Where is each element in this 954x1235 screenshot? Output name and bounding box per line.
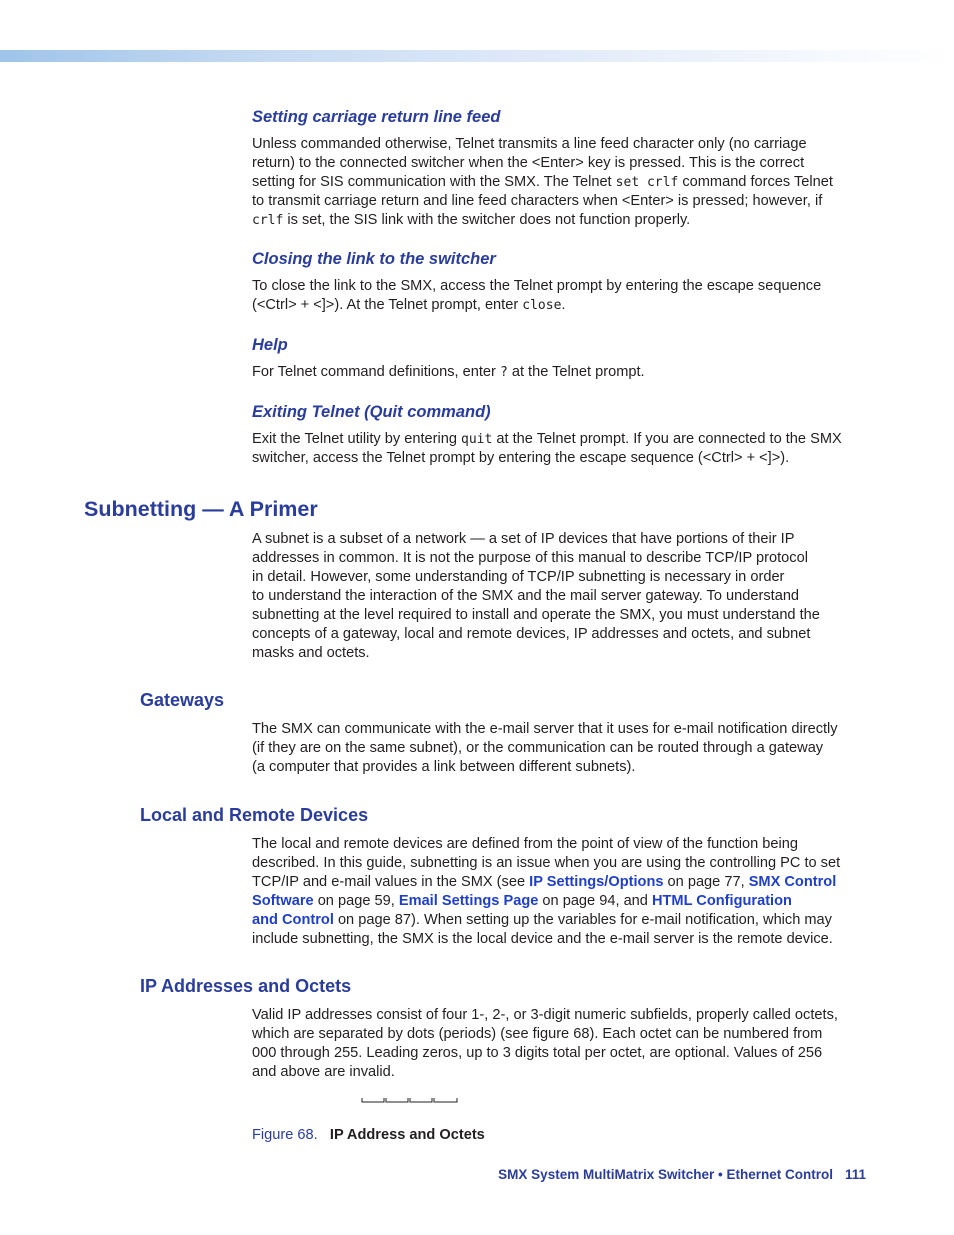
heading-exiting-telnet: Exiting Telnet (Quit command) (252, 403, 491, 421)
text-line: crlf is set, the SIS link with the switcher does not function properly. (252, 212, 691, 228)
link-smx-control-software[interactable]: SMX Control (748, 874, 837, 890)
page-number: 111 (844, 1167, 866, 1182)
link-html-configuration[interactable]: HTML Configuration (651, 893, 792, 909)
paragraph-ip-octets (252, 1006, 870, 1082)
text-line: concepts of a gateway, local and remote devices, IP addresses and octets, and subnet (252, 626, 811, 642)
heading-help: Help (252, 336, 288, 354)
text-line: For Telnet command definitions, enter ? at the Telnet prompt. (252, 364, 645, 380)
text-line: Unless commanded otherwise, Telnet transmits a line feed character only (no carriage (252, 136, 807, 152)
paragraph-subnetting (252, 530, 870, 663)
text-line: setting for SIS communication with the SMX. The Telnet set crlf command forces Telnet (252, 174, 833, 190)
text-line: to understand the interaction of the SMX and the mail server gateway. To understand (252, 588, 800, 604)
code-set-crlf: set crlf (615, 175, 679, 190)
code-quit: quit (461, 432, 493, 447)
link-email-settings-page[interactable]: Email Settings Page (398, 893, 539, 909)
paragraph-closing (252, 277, 870, 315)
text-line: and Control on page 87). When setting up the variables for e-mail notification, which may (252, 912, 832, 928)
text-line: return) to the connected switcher when the <Enter> key is pressed. This is the correct (252, 155, 805, 171)
figure-caption (252, 1127, 485, 1143)
heading-local-remote-devices: Local and Remote Devices (140, 805, 369, 825)
code-close: close (522, 298, 562, 313)
text-line: described. In this guide, subnetting is an issue when you are using the controlling PC to set (252, 855, 841, 871)
text-line: include subnetting, the SMX is the local device and the e-mail server is the remote device. (252, 931, 833, 947)
text-line: TCP/IP and e-mail values in the SMX (see IP Settings/Options on page 77, SMX Control (252, 874, 837, 890)
link-html-configuration-cont[interactable]: and Control (252, 912, 334, 928)
text-line: to transmit carriage return and line feed characters when <Enter> is pressed; however, if (252, 193, 823, 209)
text-line: 000 through 255. Leading zeros, up to 3 digits total per octet, are optional. Values of 256 (252, 1045, 823, 1061)
octet-bracket-1 (362, 1098, 384, 1102)
text-line: Exit the Telnet utility by entering quit at the Telnet prompt. If you are connected to the SMX (252, 431, 842, 447)
octet-bracket-2 (386, 1098, 408, 1102)
text-line: which are separated by dots (periods) (see figure 68). Each octet can be numbered from (252, 1026, 823, 1042)
paragraph-help (252, 363, 870, 382)
heading-setting-crlf: Setting carriage return line feed (252, 108, 501, 126)
figure-label: Figure 68. (252, 1127, 318, 1143)
text-line: Valid IP addresses consist of four 1-, 2-, or 3-digit numeric subfields, properly called octets, (252, 1007, 838, 1023)
text-line: addresses in common. It is not the purpose of this manual to describe TCP/IP protocol (252, 550, 808, 566)
text-line: (if they are on the same subnet), or the communication can be routed through a gateway (252, 740, 824, 756)
text-line: switcher, access the Telnet prompt by entering the escape sequence (<Ctrl> + <]>). (252, 450, 790, 466)
header-gradient-bar (0, 50, 954, 62)
text-line: The local and remote devices are defined from the point of view of the function being (252, 836, 798, 852)
heading-closing-link: Closing the link to the switcher (252, 250, 496, 268)
text-line: (a computer that provides a link between different subnets). (252, 759, 636, 775)
code-crlf: crlf (252, 213, 284, 228)
link-ip-settings-options[interactable]: IP Settings/Options (529, 874, 664, 890)
paragraph-gateways (252, 720, 870, 777)
paragraph-exiting (252, 430, 870, 468)
footer-title: SMX System MultiMatrix Switcher • Ethernet Control (498, 1167, 833, 1182)
text-line: A subnet is a subset of a network — a set of IP devices that have portions of their IP (252, 531, 795, 547)
link-smx-control-software-cont[interactable]: Software (252, 893, 314, 909)
octet-bracket-3 (410, 1098, 432, 1102)
heading-subnetting-primer: Subnetting — A Primer (84, 497, 318, 521)
text-line: Software on page 59, Email Settings Page on page 94, and HTML Configuration (252, 893, 792, 909)
code-question-mark: ? (499, 365, 508, 380)
text-line: To close the link to the SMX, access the Telnet prompt by entering the escape sequence (252, 278, 822, 294)
heading-gateways: Gateways (140, 690, 225, 710)
octet-bracket-4 (434, 1098, 457, 1102)
text-line: masks and octets. (252, 645, 370, 661)
page-footer (498, 1167, 866, 1182)
text-line: subnetting at the level required to install and operate the SMX, you must understand the (252, 607, 820, 623)
text-line: The SMX can communicate with the e-mail server that it uses for e-mail notification directly (252, 721, 838, 737)
paragraph-crlf (252, 135, 870, 230)
ip-address-octets-figure (361, 1094, 459, 1108)
text-line: in detail. However, some understanding of TCP/IP subnetting is necessary in order (252, 569, 785, 585)
text-line: (<Ctrl> + <]>). At the Telnet prompt, enter close. (252, 297, 566, 313)
text-line: and above are invalid. (252, 1064, 395, 1080)
heading-ip-addresses-octets: IP Addresses and Octets (140, 976, 352, 996)
paragraph-local-remote (252, 835, 870, 949)
figure-title: IP Address and Octets (329, 1127, 485, 1143)
